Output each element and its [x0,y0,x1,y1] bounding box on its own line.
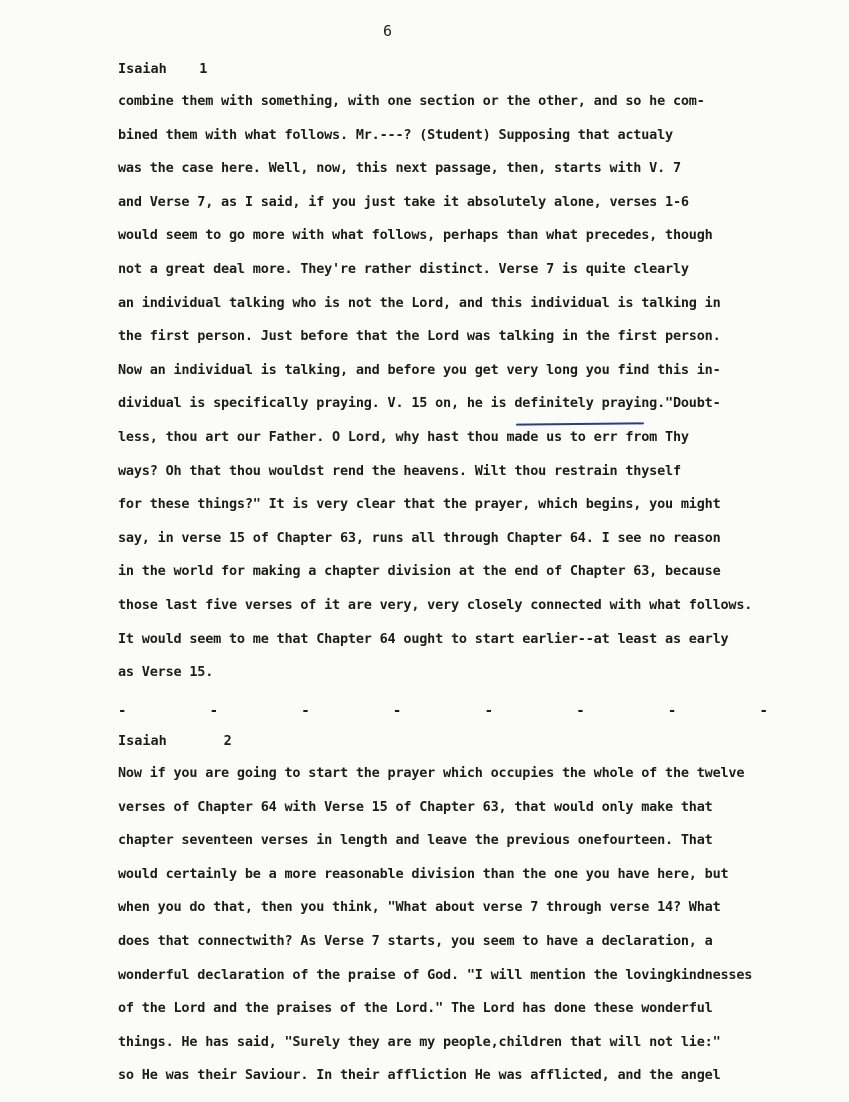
text-line: for these things?" It is very clear that the prayer, which begins, you might [118,496,721,513]
pen-underline [516,422,644,425]
text-line: things. He has said, "Surely they are my people,children that will not lie:" [118,1033,721,1050]
text-line: an individual talking who is not the Lord, and this individual is talking in [118,294,721,311]
separator-dash: - [392,703,402,719]
text-line: of the Lord and the praises of the Lord." The Lord has done these wonderful [118,1000,713,1017]
text-line: would certainly be a more reasonable division than the one you have here, but [118,865,729,882]
text-line: It would seem to me that Chapter 64 ought to start earlier--at least as early [118,630,729,647]
text-line: not a great deal more. They're rather distinct. Verse 7 is quite clearly [118,261,689,277]
text-line: Now if you are going to start the prayer which occupies the whole of the twelve [118,765,745,781]
text-line: would seem to go more with what follows, perhaps than what precedes, though [118,227,713,244]
separator-dash: - [301,703,310,719]
text-line: as Verse 15. [118,664,214,681]
text-line: ways? Oh that thou wouldst rend the heavens. Wilt thou restrain thyself [118,462,681,479]
text-line: the first person. Just before that the Lord was talking in the first person. [118,328,721,345]
text-line: verses of Chapter 64 with Verse 15 of Chapter 63, that would only make that [118,798,713,815]
text-line: chapter seventeen verses in length and leave the previous onefourteen. That [118,832,713,849]
text-line: so He was their Saviour. In their affliction He was afflicted, and the angel [118,1067,721,1084]
text-line: combine them with something, with one section or the other, and so he com- [118,93,705,109]
text-line: wonderful declaration of the praise of God. "I will mention the lovingkindnesses [118,966,753,983]
separator-dash: - [576,703,585,719]
text-line: does that connectwith? As Verse 7 starts, you seem to have a declaration, a [118,933,713,949]
page-number: 6 [383,22,393,40]
separator-dash: - [209,703,219,719]
separator-dash: - [759,703,768,719]
section-heading-2: Isaiah 2 [118,733,232,749]
separator-dash: - [667,703,677,719]
section-heading-1: Isaiah 1 [118,61,208,77]
text-line: Now an individual is talking, and before you get very long you find this in- [118,361,721,378]
text-line: and Verse 7, as I said, if you just take it absolutely alone, verses 1-6 [118,193,689,210]
text-line: say, in verse 15 of Chapter 63, runs all through Chapter 64. I see no reason [118,529,721,546]
separator-dash: - [118,703,127,719]
text-line: those last five verses of it are very, very closely connected with what follows. [118,597,753,613]
text-line: in the world for making a chapter division at the end of Chapter 63, because [118,563,721,580]
text-line: dividual is specifically praying. V. 15 on, he is definitely praying."Doubt- [118,395,721,412]
section-separator [118,703,768,719]
separator-dash: - [484,703,493,719]
text-line: when you do that, then you think, "What about verse 7 through verse 14? What [118,899,721,916]
text-line: was the case here. Well, now, this next passage, then, starts with V. 7 [118,160,681,177]
text-line: bined them with what follows. Mr.---? (Student) Supposing that actualy [118,126,673,143]
text-line: less, thou art our Father. O Lord, why hast thou made us to err from Thy [118,429,689,445]
